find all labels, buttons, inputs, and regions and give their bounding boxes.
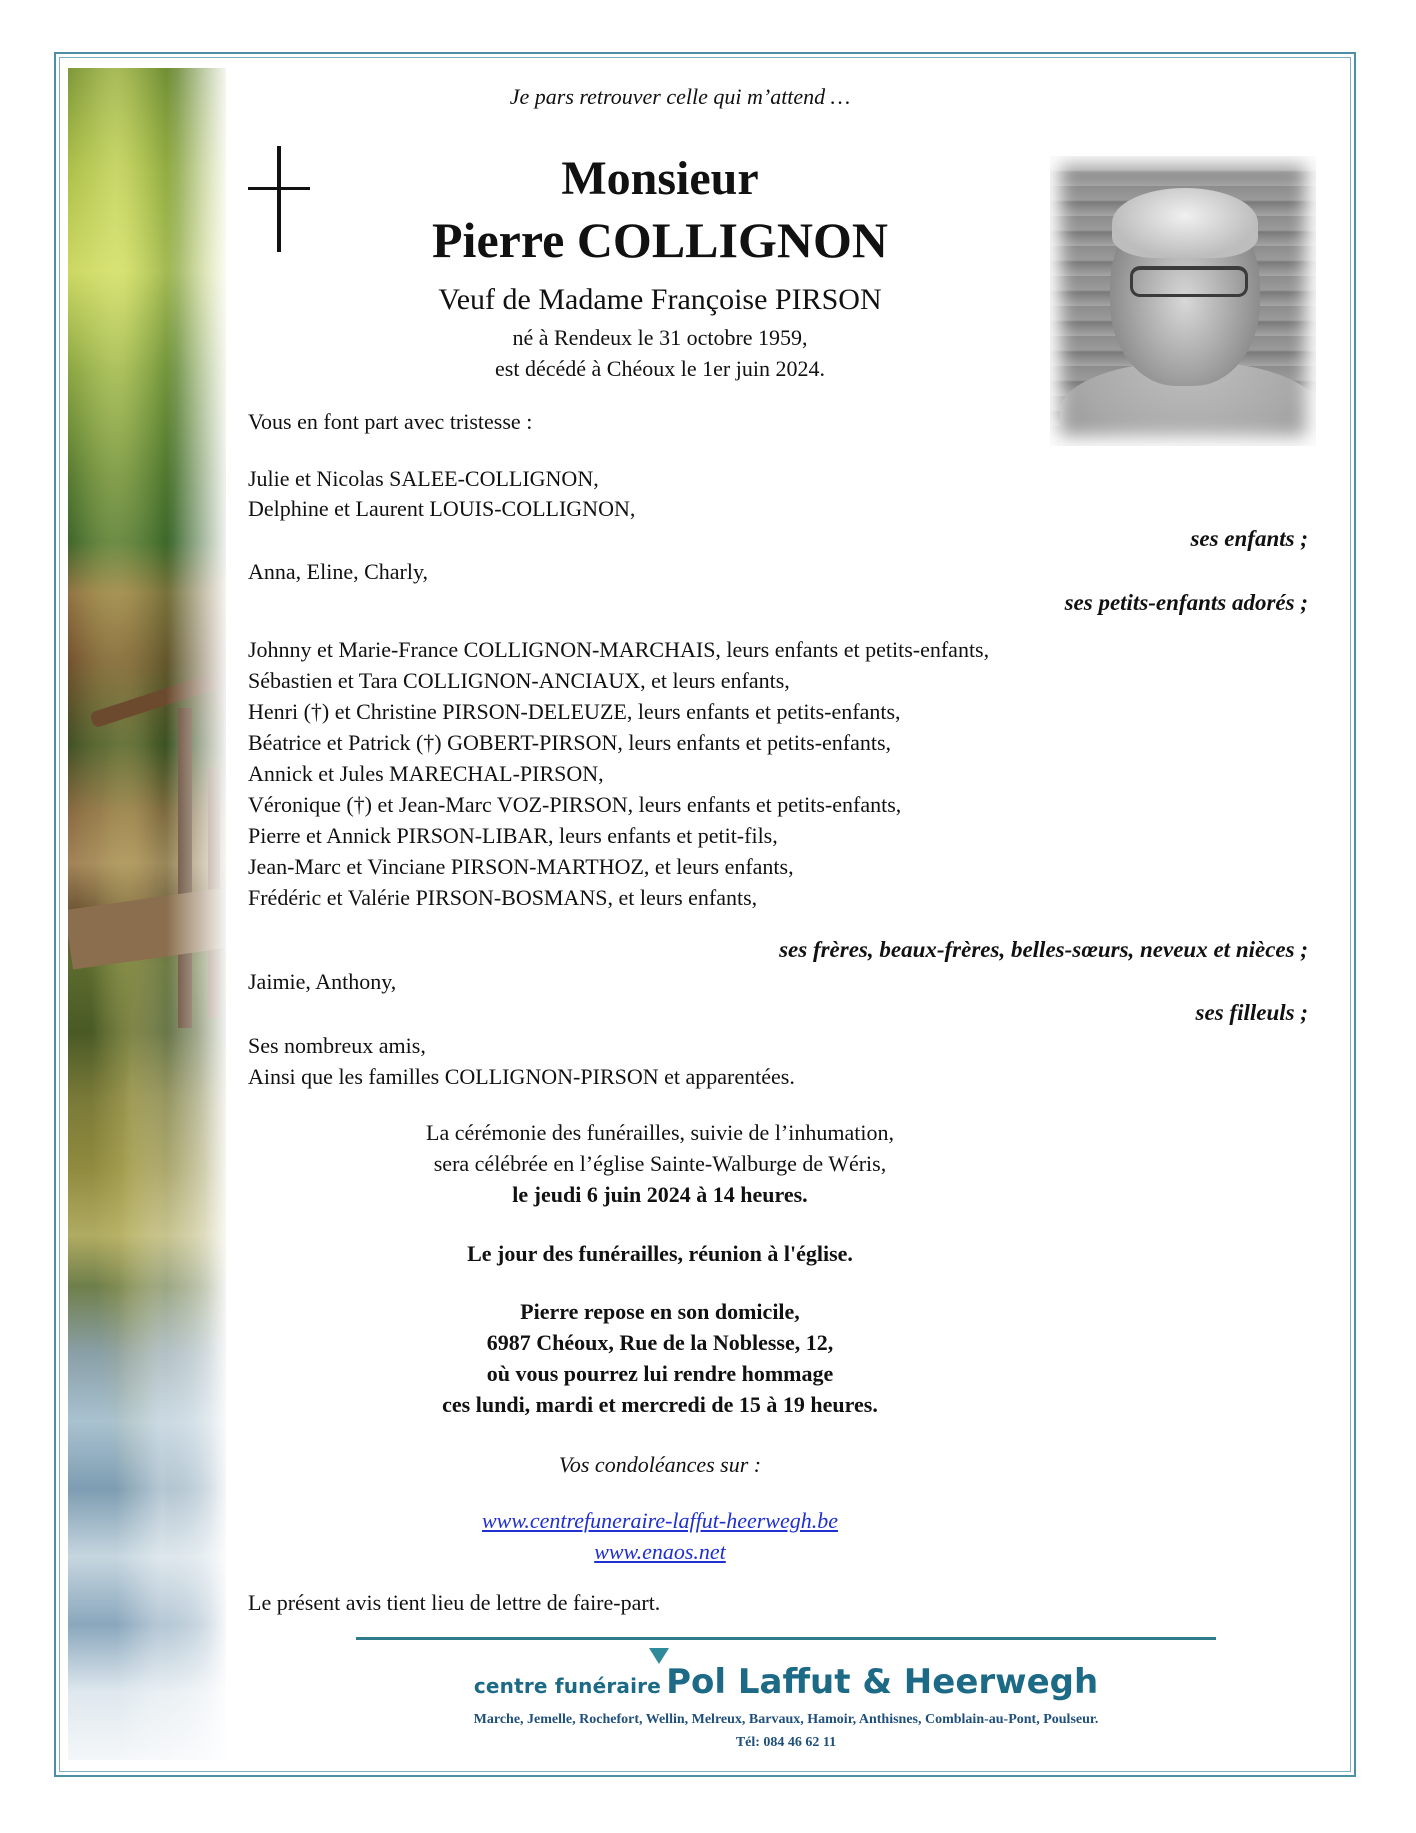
portrait-photo [1050,156,1316,446]
funeral-home-logo [356,1662,1216,1702]
child-line: Julie et Nicolas SALEE-COLLIGNON, [248,466,599,491]
sibling-line: Béatrice et Patrick (†) GOBERT-PIRSON, leurs enfants et petits-enfants, [248,730,892,755]
siblings-label: ses frères, beaux-frères, belles-sœurs, neveux et nièces ; [779,937,1308,962]
widow-of: Veuf de Madame Françoise PIRSON [438,283,882,316]
condolences-label: Vos condoléances sur : [558,1452,762,1477]
godchildren-label: ses filleuls ; [1195,1000,1308,1025]
ceremony-line: sera célébrée en l’église Sainte-Walburge de Wéris, [433,1151,887,1176]
brand-name: Pol Laffut & Heerwegh [666,1662,1099,1702]
grandchildren-line: Anna, Eline, Charly, [248,559,429,584]
grandchildren-label: ses petits-enfants adorés ; [1064,590,1308,615]
bridge-deck [68,886,226,969]
ceremony-line: La cérémonie des funérailles, suivie de l’inhumation, [426,1120,894,1145]
decorative-bridge-photo [68,68,226,1760]
brand-small-text: centre funéraire [473,1674,662,1698]
birth-info: né à Rendeux le 31 octobre 1959, [512,325,808,350]
rest-line: ces lundi, mardi et mercredi de 15 à 19 heures. [442,1392,878,1417]
intro-text: Vous en font part avec tristesse : [248,409,533,434]
sibling-line: Véronique (†) et Jean-Marc VOZ-PIRSON, leurs enfants et petits-enfants, [248,792,902,817]
bridge-post [208,768,220,1018]
sibling-line: Frédéric et Valérie PIRSON-BOSMANS, et leurs enfants, [248,885,758,910]
friends-line: Ses nombreux amis, [248,1033,426,1058]
families-line: Ainsi que les familles COLLIGNON-PIRSON et apparentées. [248,1064,795,1089]
footer-phone: Tél: 084 46 62 11 [735,1735,837,1750]
meeting-info: Le jour des funérailles, réunion à l'église. [467,1241,853,1266]
ceremony-date: le jeudi 6 juin 2024 à 14 heures. [512,1182,808,1207]
sibling-line: Jean-Marc et Vinciane PIRSON-MARTHOZ, et leurs enfants, [248,854,794,879]
sibling-line: Pierre et Annick PIRSON-LIBAR, leurs enfants et petit-fils, [248,823,778,848]
condolences-link-centre[interactable]: www.centrefuneraire-laffut-heerwegh.be [482,1508,838,1533]
rest-line: où vous pourrez lui rendre hommage [486,1361,834,1386]
footer-cities: Marche, Jemelle, Rochefort, Wellin, Melreux, Barvaux, Hamoir, Anthisnes, Comblain-au-Pont, Poulseur. [473,1712,1099,1727]
cross-icon-bar [248,187,310,190]
sibling-line: Annick et Jules MARECHAL-PIRSON, [248,761,604,786]
footer-divider [356,1637,1216,1640]
title-salutation: Monsieur [561,152,759,205]
sibling-line: Johnny et Marie-France COLLIGNON-MARCHAIS, leurs enfants et petits-enfants, [248,637,990,662]
bridge-rail [89,664,226,729]
death-info: est décédé à Chéoux le 1er juin 2024. [495,356,825,381]
sibling-line: Sébastien et Tara COLLIGNON-ANCIAUX, et leurs enfants, [248,668,790,693]
children-label: ses enfants ; [1190,526,1308,551]
cross-icon [277,146,281,252]
rest-line: Pierre repose en son domicile, [520,1299,800,1324]
sibling-line: Henri (†) et Christine PIRSON-DELEUZE, leurs enfants et petits-enfants, [248,699,901,724]
epigraph: Je pars retrouver celle qui m’attend … [509,84,851,109]
godchildren-line: Jaimie, Anthony, [248,969,397,994]
portrait-fade [1050,156,1316,446]
deceased-name: Pierre COLLIGNON [432,212,888,268]
child-line: Delphine et Laurent LOUIS-COLLIGNON, [248,496,636,521]
closing-note: Le présent avis tient lieu de lettre de faire-part. [248,1590,661,1615]
rest-line: 6987 Chéoux, Rue de la Noblesse, 12, [486,1330,834,1355]
condolences-link-enaos[interactable]: www.enaos.net [594,1539,726,1564]
bridge-post [178,708,192,1028]
